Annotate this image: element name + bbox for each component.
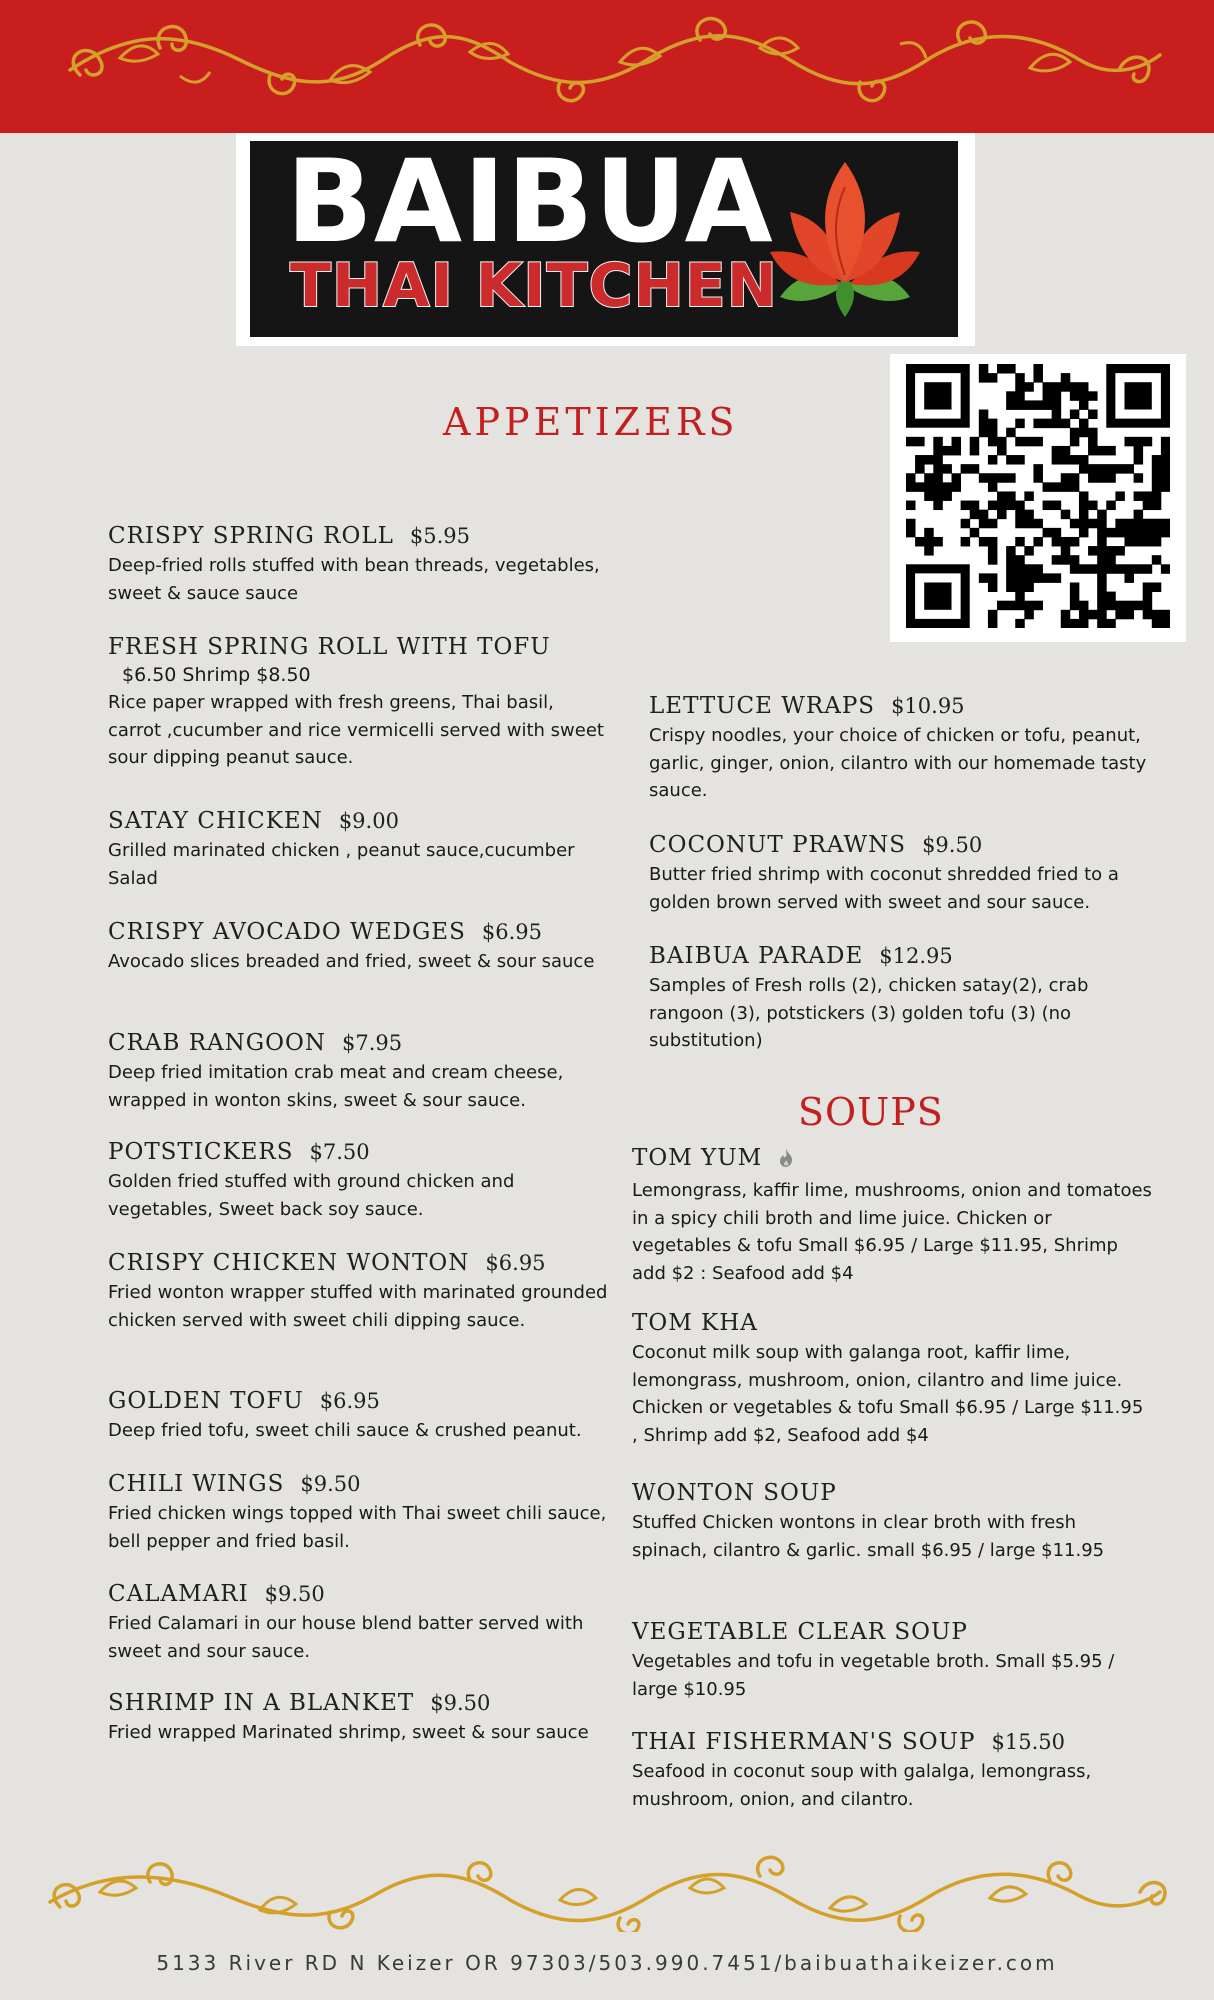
item-description: Seafood in coconut soup with galalga, lemongrass, mushroom, onion, and cilantro. <box>632 1761 1092 1810</box>
item-name: TOM YUM <box>632 1145 763 1171</box>
item-name: CRAB RANGOON <box>108 1030 327 1056</box>
menu-item <box>108 806 608 892</box>
menu-item <box>649 691 1159 805</box>
item-name: POTSTICKERS <box>108 1139 294 1165</box>
top-vine-ornament <box>0 0 1214 133</box>
menu-item <box>632 1143 1152 1287</box>
item-price: $6.95 <box>319 1389 380 1413</box>
appetizers-heading: APPETIZERS <box>443 400 739 444</box>
item-name: CALAMARI <box>108 1581 249 1607</box>
item-description: Stuffed Chicken wontons in clear broth with fresh spinach, cilantro & garlic. small $6.95 / large $11.95 <box>632 1512 1105 1561</box>
logo-frame <box>236 133 975 346</box>
item-name: VEGETABLE CLEAR SOUP <box>632 1619 968 1645</box>
item-description: Lemongrass, kaffir lime, mushrooms, onion and tomatoes in a spicy chili broth and lime juice. Chicken or vegetables & tofu Small $6.95 / Large $11.95, Shrimp add $2 : Seafood add $4 <box>632 1180 1152 1284</box>
lotus-icon <box>760 157 930 327</box>
item-description: Fried wonton wrapper stuffed with marinated grounded chicken served with sweet chili dipping sauce. <box>108 1282 608 1331</box>
soups-heading: SOUPS <box>798 1090 944 1134</box>
logo-brand-name: BAIBUA <box>286 141 774 268</box>
item-name: THAI FISHERMAN'S SOUP <box>632 1729 976 1755</box>
menu-item <box>108 1688 608 1747</box>
item-description: Fried wrapped Marinated shrimp, sweet & sour sauce <box>108 1722 589 1743</box>
item-name: COCONUT PRAWNS <box>649 832 907 858</box>
menu-item <box>632 1478 1152 1564</box>
menu-item <box>632 1617 1152 1703</box>
item-description: Fried chicken wings topped with Thai sweet chili sauce, bell pepper and fried basil. <box>108 1503 607 1552</box>
item-name: FRESH SPRING ROLL WITH TOFU <box>108 634 551 660</box>
flame-icon <box>778 1146 794 1176</box>
item-name: CRISPY SPRING ROLL <box>108 523 394 549</box>
item-description: Grilled marinated chicken , peanut sauce,cucumber Salad <box>108 840 575 889</box>
item-price: $6.50 Shrimp $8.50 <box>122 664 311 686</box>
menu-item <box>649 830 1159 916</box>
item-description: Rice paper wrapped with fresh greens, Thai basil, carrot ,cucumber and rice vermicelli served with sweet sour dipping peanut sauce. <box>108 692 604 768</box>
item-price: $6.95 <box>481 920 542 944</box>
menu-item <box>108 1137 608 1223</box>
item-description: Samples of Fresh rolls (2), chicken satay(2), crab rangoon (3), potstickers (3) golden tofu (3) (no substitution) <box>649 975 1089 1051</box>
menu-item <box>108 632 608 772</box>
menu-item <box>108 917 608 976</box>
item-description: Deep fried imitation crab meat and cream cheese, wrapped in wonton skins, sweet & sour sauce. <box>108 1062 564 1111</box>
item-description: Butter fried shrimp with coconut shredded fried to a golden brown served with sweet and sour sauce. <box>649 864 1119 913</box>
item-price: $7.50 <box>309 1140 370 1164</box>
item-description: Deep fried tofu, sweet chili sauce & crushed peanut. <box>108 1420 582 1441</box>
item-price: $9.50 <box>264 1582 325 1606</box>
item-description: Crispy noodles, your choice of chicken or tofu, peanut, garlic, ginger, onion, cilantro with our homemade tasty sauce. <box>649 725 1147 801</box>
restaurant-logo <box>250 141 958 337</box>
qr-code-icon[interactable] <box>890 354 1186 642</box>
item-price: $12.95 <box>879 944 953 968</box>
item-description: Vegetables and tofu in vegetable broth. Small $5.95 / large $10.95 <box>632 1651 1115 1700</box>
item-name: CRISPY CHICKEN WONTON <box>108 1250 470 1276</box>
item-price: $9.50 <box>300 1472 361 1496</box>
item-name: WONTON SOUP <box>632 1480 837 1506</box>
menu-item <box>632 1727 1152 1813</box>
item-price: $9.00 <box>338 809 399 833</box>
menu-item <box>649 941 1159 1055</box>
item-price: $6.95 <box>485 1251 546 1275</box>
item-description: Fried Calamari in our house blend batter served with sweet and sour sauce. <box>108 1613 584 1662</box>
menu-item <box>108 1248 608 1334</box>
menu-item <box>108 521 608 607</box>
item-price: $9.50 <box>922 833 983 857</box>
menu-item <box>632 1308 1152 1449</box>
menu-item <box>108 1028 608 1114</box>
item-description: Deep-fried rolls stuffed with bean threads, vegetables, sweet & sauce sauce <box>108 555 600 604</box>
bottom-vine-ornament <box>0 1852 1214 1932</box>
item-price: $5.95 <box>409 524 471 548</box>
item-price: $10.95 <box>891 694 965 718</box>
menu-item <box>108 1579 608 1665</box>
item-name: BAIBUA PARADE <box>649 943 864 969</box>
item-name: TOM KHA <box>632 1310 758 1336</box>
item-price: $9.50 <box>430 1691 491 1715</box>
item-description: Golden fried stuffed with ground chicken and vegetables, Sweet back soy sauce. <box>108 1171 515 1220</box>
item-name: GOLDEN TOFU <box>108 1388 304 1414</box>
item-name: CRISPY AVOCADO WEDGES <box>108 919 466 945</box>
footer-address: 5133 River RD N Keizer OR 97303/503.990.7451/baibuathaikeizer.com <box>156 1951 1058 1975</box>
item-name: LETTUCE WRAPS <box>649 693 876 719</box>
menu-item <box>108 1469 608 1555</box>
item-price: $15.50 <box>991 1730 1066 1754</box>
item-price: $7.95 <box>342 1031 403 1055</box>
item-description: Avocado slices breaded and fried, sweet & sour sauce <box>108 951 595 972</box>
logo-subtitle: THAI KITCHEN <box>290 251 778 321</box>
item-name: SHRIMP IN A BLANKET <box>108 1690 415 1716</box>
menu-item <box>108 1386 608 1445</box>
item-description: Coconut milk soup with galanga root, kaffir lime, lemongrass, mushroom, onion, cilantro and lime juice. Chicken or vegetables & tofu Small $6.95 / Large $11.95 , Shrimp add $2, Seafood add $4 <box>632 1342 1144 1446</box>
item-name: CHILI WINGS <box>108 1471 285 1497</box>
item-name: SATAY CHICKEN <box>108 808 323 834</box>
top-banner <box>0 0 1214 133</box>
